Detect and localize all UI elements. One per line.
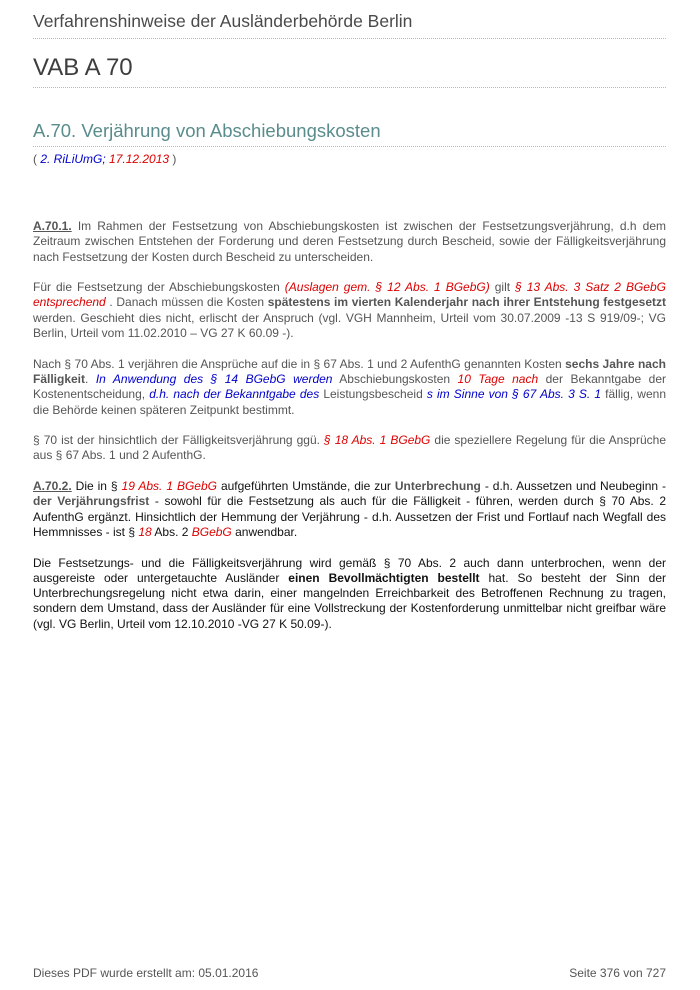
p5-t1: Die in §	[71, 479, 122, 494]
paragraph-bevollmaechtigter	[33, 556, 666, 632]
footer-created-date: Dieses PDF wurde erstellt am: 05.01.2016	[33, 966, 259, 980]
p2-t1: Für die Festsetzung der Abschiebungskosten	[33, 280, 285, 295]
p5-t3: - d.h. Aussetzen und Neubeginn -	[480, 479, 667, 494]
p5-b1: Unterbrechung	[394, 479, 481, 494]
p2-t2: gilt	[489, 280, 516, 295]
p2-r2: § 13 Abs. 3 Satz 2 BGebG entsprechend	[33, 280, 666, 310]
section-reference	[33, 151, 176, 167]
p3-t1: Nach § 70 Abs. 1 verjähren die Ansprüche auf die in § 67 Abs. 1 und 2 AufenthG genannten Kosten	[33, 356, 566, 371]
p3-t3: Abschiebungskosten	[332, 371, 458, 386]
p3-bl1: In Anwendung des § 14 BGebG werden	[95, 371, 333, 386]
paragraph-a70-1	[33, 219, 666, 265]
p2-t3: . Danach müssen die Kosten	[105, 295, 268, 310]
document-code: VAB A 70	[33, 55, 666, 88]
p6-t2: hat. So besteht der Sinn der Unterbrechungsregelung nicht etwa darin, einer mangelnden Erreichbarkeit des Betroffenen Rechnung zu tragen, sondern dem Umstand, dass der Ausländer für eine Vollstreckung der Kostenforderung unmittelbar nicht greifbar wäre (vgl. VG Berlin, Urteil vom 12.10.2010 -VG 27 K 50.09-).	[33, 570, 667, 631]
p3-r1: 10 Tage nach	[457, 371, 539, 386]
ref-date: 17.12.2013	[105, 152, 170, 166]
ref-rili: 2. RiLiUmG;	[40, 152, 106, 166]
p4-t1: § 70 ist der hinsichtlich der Fälligkeitsverjährung ggü.	[33, 433, 324, 448]
p5-t2: aufgeführten Umstände, die zur	[217, 479, 395, 494]
p5-r3: BGebG	[191, 524, 232, 539]
footer-page-number: Seite 376 von 727	[569, 966, 666, 980]
p4-t2: die speziellere Regelung für die Ansprüche aus § 67 Abs. 1 und 2 AufenthG.	[33, 433, 666, 463]
paragraph-festsetzung	[33, 280, 666, 341]
p5-t6: anwendbar.	[231, 524, 298, 539]
p6-t1: Die Festsetzungs- und die Fälligkeitsverjährung wird gemäß § 70 Abs. 2 auch dann unterbrochen, wenn der ausgereiste oder untergetauchte Ausländer	[33, 555, 666, 585]
p3-t2: .	[85, 371, 96, 386]
ref-close: )	[169, 152, 177, 166]
p6-b1: einen Bevollmächtigten bestellt	[288, 570, 480, 585]
p3-t4: der Bekanntgabe der Kostenentscheidung,	[33, 371, 667, 402]
p5-r2: 18	[138, 524, 152, 539]
p3-t5: Leistungsbescheid	[319, 387, 427, 402]
p5-t5: Abs. 2	[151, 524, 192, 539]
p5-t4: - sowohl für die Festsetzung als auch für die Fälligkeit - führen, werden durch § 70 Abs. 2 AufenthG ergänzt. Hinsichtlich der Hemmung der Verjährung - d.h. Aussetzen der Frist und Fortlauf nach Wegfall des Hemmnisses - ist §	[33, 494, 667, 539]
p3-bl3: s im Sinne von § 67 Abs. 3 S. 1	[426, 387, 602, 402]
p3-bl2: d.h. nach der Bekanntgabe des	[149, 387, 320, 402]
ref-open: (	[33, 152, 41, 166]
section-title: A.70. Verjährung von Abschiebungskosten	[33, 120, 666, 147]
marker-a70-1: A.70.1.	[33, 219, 72, 233]
paragraph-spezialregel	[33, 433, 666, 464]
document-header-title: Verfahrenshinweise der Ausländerbehörde Berlin	[33, 12, 666, 39]
p2-r1: (Auslagen gem. § 12 Abs. 1 BGebG)	[284, 280, 490, 295]
paragraph-faelligkeit	[33, 357, 666, 418]
p5-b2: der Verjährungsfrist	[33, 494, 150, 509]
p3-b1: sechs Jahre nach Fälligkeit	[33, 356, 666, 386]
p5-r1: 19 Abs. 1 BGebG	[121, 479, 217, 494]
p3-t6: fällig, wenn die Behörde keinen späteren Zeitpunkt bestimmt.	[33, 387, 666, 417]
paragraph-a70-2	[33, 479, 666, 540]
body-text	[33, 219, 666, 647]
p4-r1: § 18 Abs. 1 BGebG	[324, 433, 431, 448]
p2-t4: werden. Geschieht dies nicht, erlischt der Anspruch (vgl. VGH Mannheim, Urteil vom 30.07.2009 -13 S 919/09-; VG Berlin, Urteil vom 11.02.2010 – VG 27 K 60.09 -).	[33, 310, 666, 341]
p2-b1: spätestens im vierten Kalenderjahr nach ihrer Entstehung festgesetzt	[267, 295, 666, 310]
p1-text: Im Rahmen der Festsetzung von Abschiebungskosten ist zwischen der Festsetzungsverjährung, d.h dem Zeitraum zwischen Entstehen der Forderung und deren Festsetzung durch Bescheid, sowie der Fälligkeitsverjährung nach Festsetzung der Kosten durch Bescheid zu unterscheiden.	[33, 219, 666, 264]
marker-a70-2: A.70.2.	[33, 479, 72, 494]
